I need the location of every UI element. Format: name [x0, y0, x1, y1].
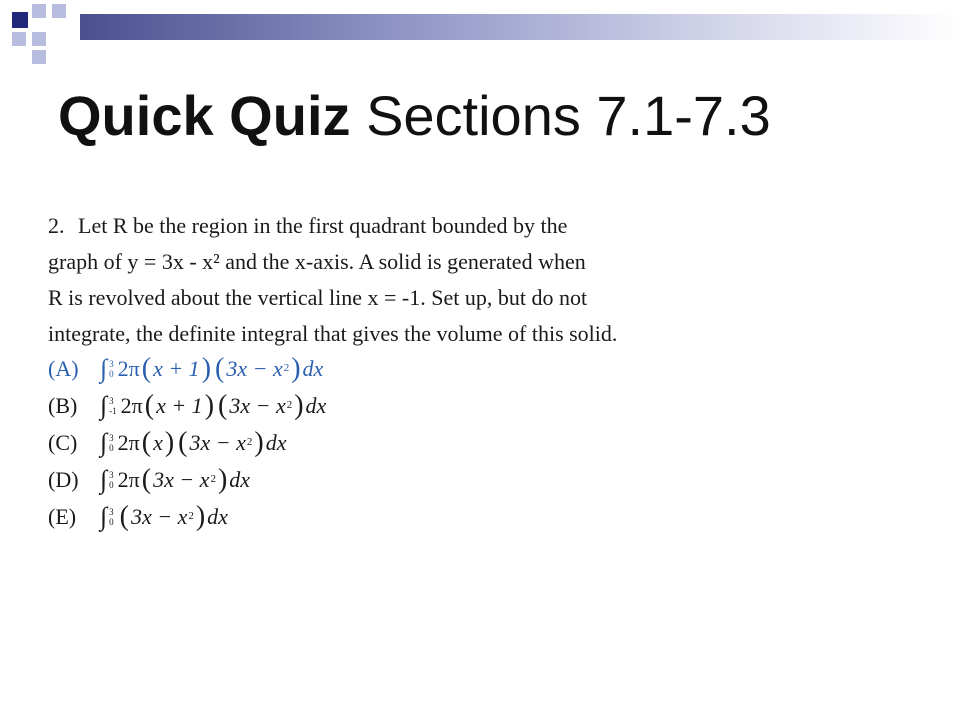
differential: dx	[265, 430, 287, 455]
slide-title	[58, 84, 771, 147]
decor-square-light	[32, 50, 46, 64]
exponent: 2	[210, 473, 216, 485]
integral-limits	[109, 396, 117, 416]
lower-limit: 0	[109, 479, 114, 490]
integrand: 3x − x	[229, 393, 286, 418]
option-letter: (B)	[48, 393, 78, 418]
option-letter: (E)	[48, 504, 77, 529]
coefficient: 2π	[120, 393, 143, 418]
differential: dx	[207, 504, 228, 529]
answer-option-c[interactable]	[48, 424, 326, 461]
close-paren: )	[204, 390, 215, 421]
exponent: 2	[188, 510, 194, 522]
title-rest: Sections 7.1-7.3	[366, 84, 771, 147]
close-paren: )	[201, 353, 212, 384]
close-paren: )	[217, 464, 228, 495]
answer-option-e[interactable]	[48, 498, 326, 535]
decor-square-light	[32, 32, 46, 46]
open-paren: (	[215, 353, 225, 384]
integrand: 3x − x	[153, 467, 210, 492]
integral-sign: ∫	[100, 428, 108, 457]
question-line-1: Let R be the region in the first quadrant bounded by the	[78, 213, 568, 238]
question-line	[48, 208, 768, 244]
question-line-4: integrate, the definite integral that gives the volume of this solid.	[48, 321, 618, 346]
option-letter: (C)	[48, 430, 78, 455]
lower-limit: 0	[109, 442, 114, 453]
decor-square-dark	[12, 12, 28, 28]
upper-limit: 3	[109, 432, 114, 443]
integral-sign: ∫	[100, 502, 108, 531]
question-line-3: R is revolved about the vertical line x = -1. Set up, but do not	[48, 285, 588, 310]
option-letter: (A)	[48, 356, 79, 381]
close-paren: )	[291, 353, 301, 384]
radius-factor: x + 1	[156, 393, 203, 418]
question-number: 2.	[48, 213, 65, 238]
open-paren: (	[141, 427, 152, 458]
differential: dx	[305, 393, 327, 418]
open-paren: (	[178, 427, 188, 458]
integral-limits	[109, 433, 114, 453]
header-gradient-bar	[80, 14, 960, 40]
exponent: 2	[283, 362, 290, 374]
coefficient: 2π	[117, 356, 140, 381]
title-bold: Quick Quiz	[58, 84, 351, 147]
question-text	[48, 208, 768, 352]
exponent: 2	[246, 436, 253, 448]
close-paren: )	[294, 390, 304, 421]
differential: dx	[229, 467, 251, 492]
integrand: 3x − x	[130, 504, 188, 529]
lower-limit: -1	[109, 405, 117, 416]
lower-limit: 0	[109, 368, 114, 379]
close-paren: )	[254, 427, 264, 458]
close-paren: )	[195, 501, 206, 532]
lower-limit: 0	[109, 516, 114, 527]
integral-sign: ∫	[100, 465, 108, 494]
coefficient: 2π	[117, 430, 140, 455]
upper-limit: 3	[109, 506, 114, 517]
answer-option-b[interactable]	[48, 387, 326, 424]
open-paren: (	[144, 390, 155, 421]
differential: dx	[302, 356, 324, 381]
decor-square-light	[12, 32, 26, 46]
upper-limit: 3	[109, 469, 114, 480]
integral-sign: ∫	[100, 354, 108, 383]
open-paren: (	[141, 353, 152, 384]
option-letter: (D)	[48, 467, 79, 492]
exponent: 2	[286, 399, 293, 411]
answer-option-a[interactable]	[48, 350, 326, 387]
integrand: 3x − x	[189, 430, 246, 455]
coefficient: 2π	[117, 467, 140, 492]
radius-factor: x + 1	[153, 356, 200, 381]
question-line-2: graph of y = 3x - x² and the x-axis. A solid is generated when	[48, 249, 586, 274]
upper-limit: 3	[109, 395, 114, 406]
decor-square-light	[52, 4, 66, 18]
integrand: 3x − x	[226, 356, 283, 381]
open-paren: (	[119, 501, 129, 532]
integral-limits	[109, 470, 114, 490]
open-paren: (	[141, 464, 152, 495]
upper-limit: 3	[109, 358, 114, 369]
open-paren: (	[218, 390, 228, 421]
decor-square-light	[32, 4, 46, 18]
answer-options	[48, 350, 326, 535]
integral-sign: ∫	[100, 391, 108, 420]
radius-factor: x	[153, 430, 163, 455]
answer-option-d[interactable]	[48, 461, 326, 498]
close-paren: )	[164, 427, 175, 458]
integral-limits	[109, 507, 114, 527]
integral-limits	[109, 359, 114, 379]
